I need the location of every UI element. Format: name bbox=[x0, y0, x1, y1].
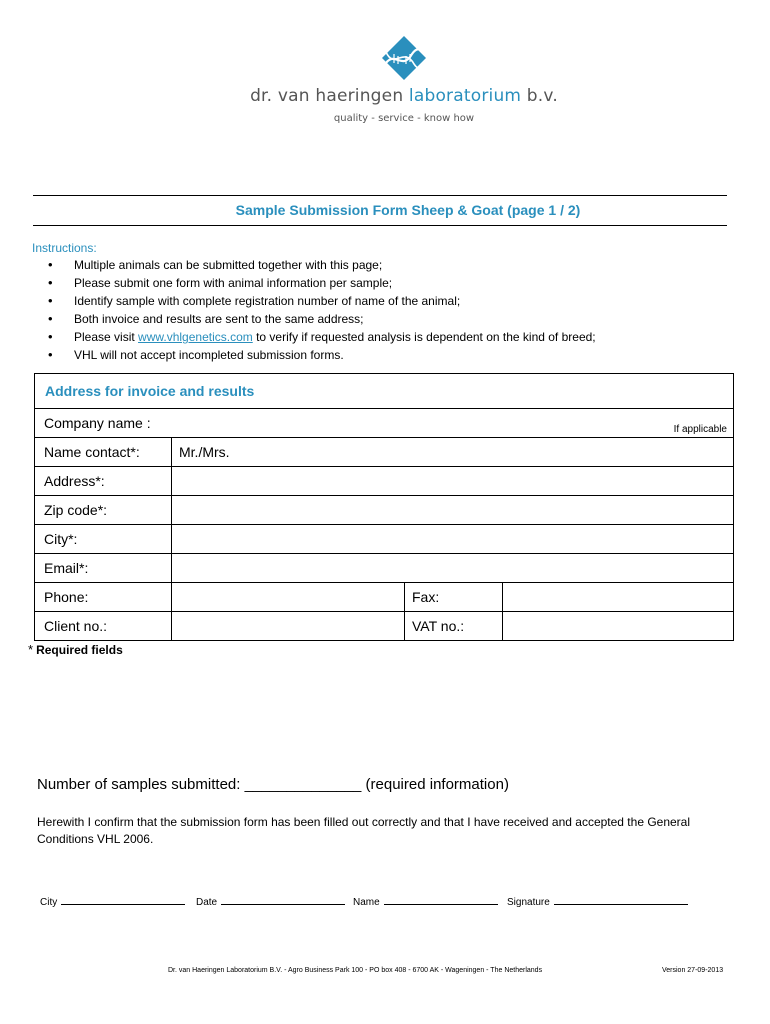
date-signature-field[interactable]: Date bbox=[196, 894, 345, 908]
email-label: Email*: bbox=[44, 560, 89, 576]
fax-label: Fax: bbox=[412, 589, 440, 605]
instruction-item: • Multiple animals can be submitted together with this page; bbox=[48, 256, 596, 274]
email-field[interactable] bbox=[179, 560, 729, 580]
address-field[interactable] bbox=[179, 473, 729, 493]
city-field[interactable] bbox=[179, 531, 729, 551]
client-no-field[interactable] bbox=[179, 618, 399, 638]
confirmation-text: Herewith I confirm that the submission form has been filled out correctly and that I have received and accepted the General Conditions VHL 2006. bbox=[37, 815, 691, 846]
city-row bbox=[35, 525, 733, 554]
address-row bbox=[35, 467, 733, 496]
tagline: quality - service - know how bbox=[333, 113, 475, 124]
footer-address: Dr. van Haeringen Laboratorium B.V. - Agro Business Park 100 - PO box 408 - 6700 AK - Wageningen - The Netherlands bbox=[168, 967, 543, 974]
name-signature-field[interactable]: Name bbox=[353, 894, 498, 908]
email-row bbox=[35, 554, 733, 583]
client-no-label: Client no.: bbox=[44, 618, 108, 634]
version-label: Version 27-09-2013 bbox=[662, 967, 724, 974]
number-of-samples-line[interactable]: Number of samples submitted: ______________ (required information) bbox=[37, 776, 509, 793]
instruction-item: • Please submit one form with animal information per sample; bbox=[48, 274, 596, 292]
title-rule-top bbox=[33, 195, 727, 196]
vhl-website-link[interactable]: www.vhlgenetics.com bbox=[138, 330, 253, 344]
zip-code-label: Zip code*: bbox=[44, 502, 108, 518]
vat-no-field[interactable] bbox=[509, 618, 729, 638]
client-vat-row bbox=[35, 612, 733, 640]
phone-field[interactable] bbox=[179, 589, 399, 609]
address-heading: Address for invoice and results bbox=[35, 374, 733, 409]
title-rule-bottom bbox=[33, 225, 727, 226]
name-contact-label: Name contact*: bbox=[44, 444, 140, 460]
name-contact-row bbox=[35, 438, 733, 467]
company-name-label: Company name : bbox=[44, 415, 151, 431]
instruction-item-visit: • Please visit www.vhlgenetics.com to verify if requested analysis is dependent on the kind of breed; bbox=[48, 328, 596, 346]
zip-code-field[interactable] bbox=[179, 502, 729, 522]
dna-diamond-logo-icon bbox=[380, 36, 430, 84]
phone-fax-row bbox=[35, 583, 733, 612]
company-name: dr. van haeringen laboratorium b.v. bbox=[250, 86, 558, 106]
zip-row bbox=[35, 496, 733, 525]
required-fields-note: * Required fields bbox=[28, 642, 123, 657]
signature-field[interactable]: Signature bbox=[507, 894, 688, 908]
instruction-item: • VHL will not accept incompleted submission forms. bbox=[48, 346, 596, 364]
vat-no-label: VAT no.: bbox=[412, 618, 465, 634]
address-table bbox=[34, 373, 734, 641]
company-row[interactable] bbox=[35, 409, 733, 438]
instruction-item: • Both invoice and results are sent to the same address; bbox=[48, 310, 596, 328]
instructions-list bbox=[48, 256, 596, 364]
instruction-item: • Identify sample with complete registration number of name of the animal; bbox=[48, 292, 596, 310]
name-contact-field[interactable]: Mr./Mrs. bbox=[179, 444, 230, 460]
address-label: Address*: bbox=[44, 473, 105, 489]
city-signature-field[interactable]: City bbox=[40, 894, 185, 908]
instructions-title: Instructions: bbox=[32, 241, 97, 255]
fax-field[interactable] bbox=[509, 589, 729, 609]
if-applicable-note: If applicable bbox=[673, 424, 727, 435]
form-title: Sample Submission Form Sheep & Goat (page 1 / 2) bbox=[235, 202, 581, 218]
phone-label: Phone: bbox=[44, 589, 89, 605]
city-label: City*: bbox=[44, 531, 78, 547]
